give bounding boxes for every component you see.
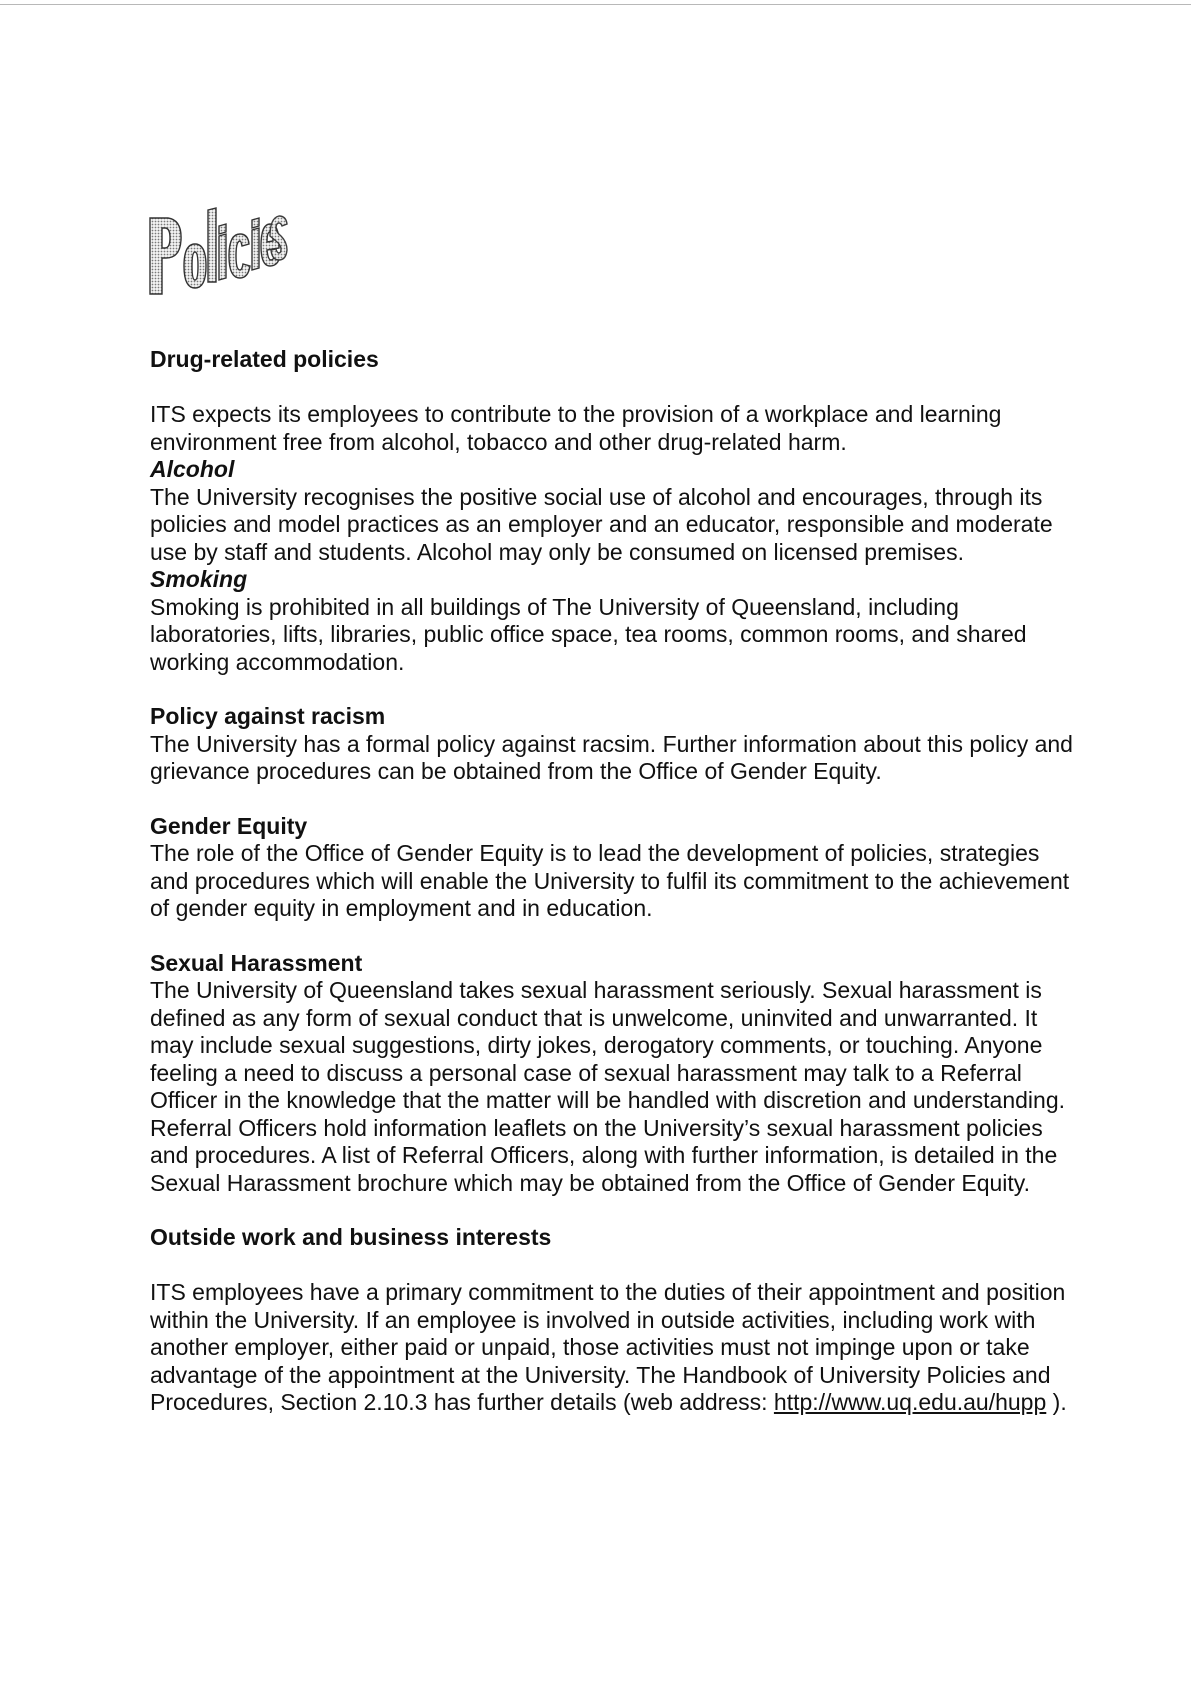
spacer (150, 374, 1080, 402)
drug-policies-heading: Drug-related policies (150, 346, 379, 372)
alcohol-heading: Alcohol (150, 456, 235, 482)
outside-work-text: ITS employees have a primary commitment to the duties of their appointment and position within the University. If an employee is involved in outside activities, including work with another employer, either paid or unpaid, those activities must not impinge upon or take advantage of the appointment at the University. The Handbook of University Policies and Procedures, Section 2.10.3 has further details (web address: (150, 1279, 1066, 1415)
alcohol-paragraph: The University recognises the positive social use of alcohol and encourages, through its policies and model practices as an employer and an educator, responsible and moderate use by staff and students. Alcohol may only be consumed on licensed premises. (150, 483, 1053, 565)
racism-policy-paragraph: The University has a formal policy against racsim. Further information about this policy and grievance procedures can be obtained from the Office of Gender Equity. (150, 730, 1073, 784)
document-body (150, 346, 1080, 1417)
outside-work-heading: Outside work and business interests (150, 1224, 552, 1250)
smoking-heading: Smoking (150, 566, 248, 592)
racism-policy-heading: Policy against racism (150, 703, 386, 729)
sexual-harassment-heading: Sexual Harassment (150, 949, 363, 976)
drug-policies-intro: ITS expects its employees to contribute to the provision of a workplace and learning environment free from alcohol, tobacco and other drug-related harm. (150, 401, 1002, 455)
gender-equity-paragraph: The role of the Office of Gender Equity is to lead the development of policies, strategies and procedures which will enable the University to fulfil its commitment to the achievement of gender equity in employment and in education. (150, 840, 1070, 921)
spacer (150, 786, 1080, 813)
hupp-web-link[interactable]: http://www.uq.edu.au/hupp (773, 1389, 1047, 1415)
spacer (150, 1197, 1080, 1224)
spacer (150, 923, 1080, 950)
gender-equity-heading: Gender Equity (150, 812, 308, 839)
spacer (150, 1252, 1080, 1280)
outside-work-paragraph (150, 1279, 1080, 1417)
top-rule (0, 4, 1191, 5)
sexual-harassment-paragraph: The University of Queensland takes sexual harassment seriously. Sexual harassment is defined as any form of sexual conduct that is unwelcome, uninvited and unwarranted. It may include sexual suggestions, dirty jokes, derogatory comments, or touching. Anyone feeling a need to discuss a personal case of sexual harassment may talk to a Referral Officer in the knowledge that the matter will be handled with discretion and understanding. Referral Officers hold information leaflets on the University’s sexual harassment policies and procedures. A list of Referral Officers, along with further information, is detailed in the Sexual Harassment brochure which may be obtained from the Office of Gender Equity. (150, 977, 1066, 1196)
policies-wordart-logo (148, 196, 288, 306)
smoking-paragraph: Smoking is prohibited in all buildings of The University of Queensland, including laboratories, lifts, libraries, public office space, tea rooms, common rooms, and shared working accommodation. (150, 593, 1027, 675)
outside-work-text-end: ). (1046, 1389, 1067, 1415)
spacer (150, 676, 1080, 703)
